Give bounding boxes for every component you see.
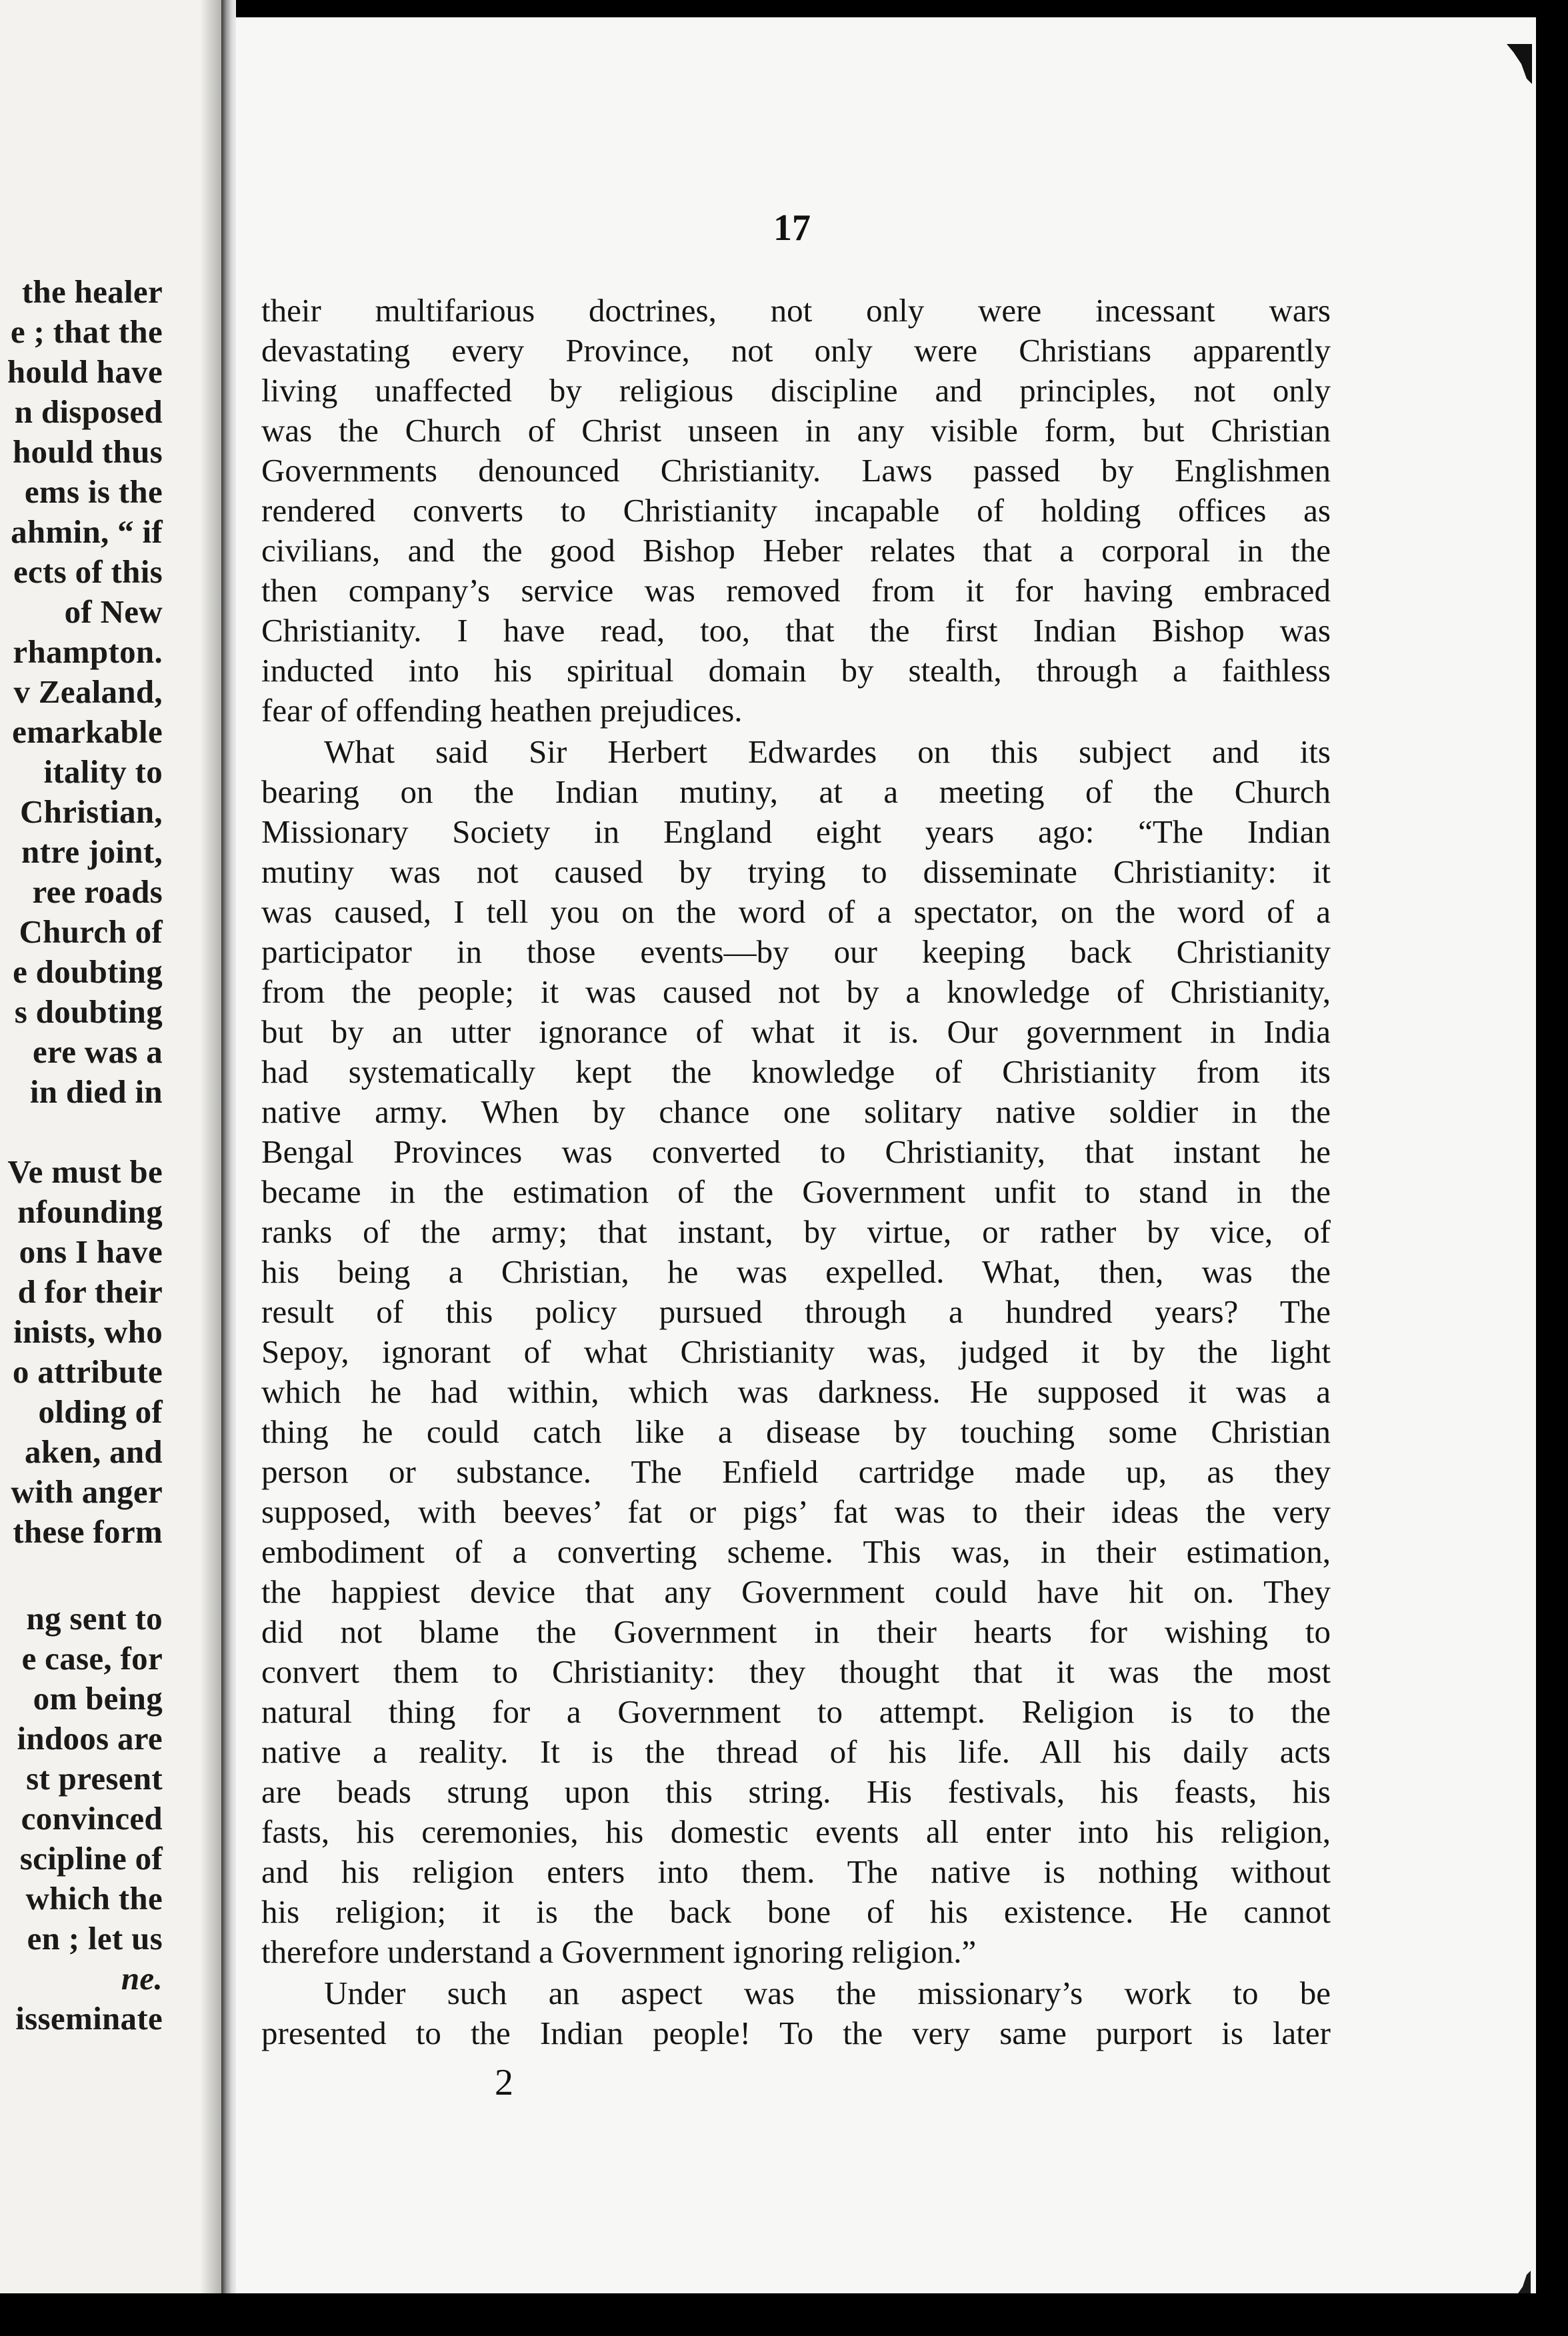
main-page (236, 17, 1536, 2293)
body-line: their multifarious doctrines, not only were incessant wars (261, 292, 1331, 329)
left-page-line: st present (26, 1760, 163, 1797)
body-line: participator in those events—by our keeping back Christianity (261, 933, 1331, 970)
page-number: 17 (773, 207, 811, 249)
body-line: Christianity. I have read, too, that the first Indian Bishop was (261, 612, 1331, 649)
left-page-line: v Zealand, (13, 673, 163, 710)
left-page-line: scipline of (19, 1840, 163, 1877)
left-page-line: Christian, (19, 793, 163, 830)
body-line: native a reality. It is the thread of his life. All his daily acts (261, 1733, 1331, 1770)
left-page-line: ntre joint, (21, 833, 163, 870)
body-line: the happiest device that any Government could have hit on. They (261, 1573, 1331, 1610)
left-page-line: e case, for (21, 1640, 163, 1677)
left-page-line: ng sent to (26, 1600, 163, 1637)
left-page-line: isseminate (15, 2000, 163, 2037)
left-page-line: hould have (7, 353, 163, 390)
left-page-line: with anger (11, 1473, 163, 1510)
left-page-line: o attribute (12, 1353, 163, 1390)
left-page-line: n disposed (14, 393, 163, 430)
body-line: then company’s service was removed from it for having embraced (261, 572, 1331, 609)
body-line: rendered converts to Christianity incapable of holding offices as (261, 492, 1331, 529)
scan-border (0, 2293, 1568, 2336)
left-page-line: the healer (21, 273, 163, 310)
body-line: which he had within, which was darkness. He supposed it was a (261, 1373, 1331, 1410)
page-edge-tear (1507, 44, 1532, 84)
left-page-line: ere was a (32, 1033, 163, 1070)
left-page-line: e ; that the (10, 313, 163, 350)
body-line: presented to the Indian people! To the very same purport is later (261, 2015, 1331, 2051)
body-line: therefore understand a Government ignoring religion.” (261, 1933, 977, 1970)
body-line: had systematically kept the knowledge of Christianity from its (261, 1053, 1331, 1090)
left-page-line: d for their (17, 1273, 163, 1310)
left-page-line: ems is the (24, 473, 163, 510)
left-page-line: Church of (19, 913, 163, 950)
body-line: fasts, his ceremonies, his domestic events all enter into his religion, (261, 1813, 1331, 1850)
body-line: natural thing for a Government to attempt. Religion is to the (261, 1693, 1331, 1730)
left-page-line: om being (33, 1680, 163, 1717)
body-line: Missionary Society in England eight years ago: “The Indian (261, 813, 1331, 850)
body-line: was caused, I tell you on the word of a spectator, on the word of a (261, 893, 1331, 930)
body-line: Governments denounced Christianity. Laws passed by Englishmen (261, 452, 1331, 489)
body-line: person or substance. The Enfield cartridge made up, as they (261, 1453, 1331, 1490)
left-page-line: inists, who (13, 1313, 163, 1350)
signature-mark: 2 (495, 2062, 513, 2103)
body-line: convert them to Christianity: they thought that it was the most (261, 1653, 1331, 1690)
previous-page-fragment (0, 0, 221, 2293)
left-page-line: en ; let us (27, 1920, 163, 1957)
book-gutter (221, 0, 236, 2293)
body-line: became in the estimation of the Government unfit to stand in the (261, 1173, 1331, 1210)
left-page-line: Ve must be (7, 1153, 163, 1190)
left-page-line: aken, and (25, 1433, 163, 1470)
body-line: What said Sir Herbert Edwardes on this subject and its (324, 733, 1331, 770)
left-page-line: itality to (43, 753, 163, 790)
page-curl-shadow (200, 0, 221, 2293)
body-line: mutiny was not caused by trying to disseminate Christianity: it (261, 853, 1331, 890)
left-page-line: hould thus (12, 433, 163, 470)
left-page-line: ree roads (32, 873, 163, 910)
body-line: native army. When by chance one solitary native soldier in the (261, 1093, 1331, 1130)
left-page-line: in died in (29, 1073, 163, 1110)
body-line: Bengal Provinces was converted to Christianity, that instant he (261, 1133, 1331, 1170)
body-line: Sepoy, ignorant of what Christianity was, judged it by the light (261, 1333, 1331, 1370)
body-line: inducted into his spiritual domain by stealth, through a faithless (261, 652, 1331, 689)
body-line: did not blame the Government in their hearts for wishing to (261, 1613, 1331, 1650)
left-page-line: convinced (21, 1800, 163, 1837)
body-line: ranks of the army; that instant, by virtue, or rather by vice, of (261, 1213, 1331, 1250)
left-page-line: olding of (38, 1393, 163, 1430)
body-line: devastating every Province, not only were Christians apparently (261, 332, 1331, 369)
body-line: living unaffected by religious discipline and principles, not only (261, 372, 1331, 409)
left-page-line: rhampton. (13, 633, 163, 670)
body-line: his being a Christian, he was expelled. What, then, was the (261, 1253, 1331, 1290)
body-line: supposed, with beeves’ fat or pigs’ fat was to their ideas the very (261, 1493, 1331, 1530)
body-line: and his religion enters into them. The native is nothing without (261, 1853, 1331, 1890)
left-page-line: nfounding (17, 1193, 163, 1230)
body-line: from the people; it was caused not by a knowledge of Christianity, (261, 973, 1331, 1010)
left-page-line: e doubting (13, 953, 163, 990)
body-line: are beads strung upon this string. His festivals, his feasts, his (261, 1773, 1331, 1810)
body-line: but by an utter ignorance of what it is. Our government in India (261, 1013, 1331, 1050)
body-line: thing he could catch like a disease by touching some Christian (261, 1413, 1331, 1450)
left-page-line: ahmin, “ if (11, 513, 163, 550)
body-line: embodiment of a converting scheme. This was, in their estimation, (261, 1533, 1331, 1570)
left-page-line: ons I have (19, 1233, 163, 1270)
body-line: Under such an aspect was the missionary’s work to be (324, 1975, 1331, 2011)
left-page-line: ne. (121, 1960, 163, 1997)
left-page-line: of New (64, 593, 163, 630)
body-line: result of this policy pursued through a hundred years? The (261, 1293, 1331, 1330)
left-page-line: emarkable (12, 713, 163, 750)
left-page-line: these form (13, 1513, 163, 1550)
body-line: was the Church of Christ unseen in any visible form, but Christian (261, 412, 1331, 449)
body-line: bearing on the Indian mutiny, at a meeting of the Church (261, 773, 1331, 810)
body-line: civilians, and the good Bishop Heber relates that a corporal in the (261, 532, 1331, 569)
left-page-line: ects of this (13, 553, 163, 590)
body-line: fear of offending heathen prejudices. (261, 692, 743, 729)
body-line: his religion; it is the back bone of his existence. He cannot (261, 1893, 1331, 1930)
left-page-line: which the (25, 1880, 163, 1917)
left-page-line: indoos are (17, 1720, 163, 1757)
left-page-line: s doubting (14, 993, 163, 1030)
